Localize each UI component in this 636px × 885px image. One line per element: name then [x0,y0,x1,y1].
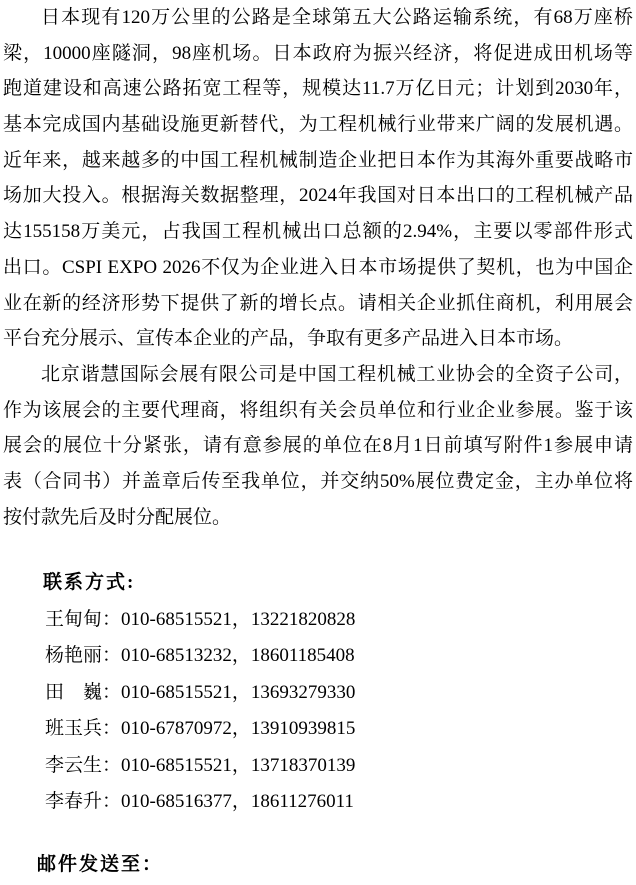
contact-section-heading: 联系方式: [43,572,136,594]
paragraph-line: 按付款先后及时分配展位。 [3,506,232,528]
paragraph-line: 作为该展会的主要代理商，将组织有关会员单位和行业企业参展。鉴于该 [3,399,633,421]
contact-phone-numbers: 010-68515521，13221820828 [121,608,356,630]
paragraph-line: 场加大投入。根据海关数据整理，2024年我国对日本出口的工程机械产品 [3,185,633,207]
paragraph-line: 达155158万美元，占我国工程机械出口总额的2.94%，主要以零部件形式 [3,221,633,243]
contact-row [3,602,633,639]
body-paragraphs [3,0,633,535]
contact-phone-numbers: 010-67870972，13910939815 [121,718,356,740]
contact-row [3,638,633,675]
contact-row [3,675,633,712]
contact-name: 田 巍： [45,681,122,703]
contact-name: 李云生： [45,754,122,776]
contact-phone-numbers: 010-68515521，13718370139 [121,754,356,776]
paragraph-line: 日本现有120万公里的公路是全球第五大公路运输系统，有68万座桥 [41,7,633,28]
mail-section-heading: 邮件发送至： [37,853,164,875]
contact-row [3,784,633,821]
paragraph-line: 平台充分展示、宣传本企业的产品，争取有更多产品进入日本市场。 [3,328,574,350]
contact-phone-numbers: 010-68515521，13693279330 [121,681,356,703]
paragraph-line: 近年来，越来越多的中国工程机械制造企业把日本作为其海外重要战略市 [3,149,633,171]
contact-phone-numbers: 010-68516377，18611276011 [121,791,354,813]
paragraph-line: 出口。CSPI EXPO 2026不仅为企业进入日本市场提供了契机，也为中国企 [3,256,633,278]
contact-row [3,748,633,785]
body-paragraph [3,0,633,357]
contact-name: 李春升： [45,791,122,813]
contact-list [3,602,633,821]
body-paragraph [3,357,633,535]
paragraph-line: 基本完成国内基础设施更新替代，为工程机械行业带来广阔的发展机遇。 [3,114,633,136]
paragraph-line: 业在新的经济形势下提供了新的增长点。请相关企业抓住商机，利用展会 [3,292,633,314]
contact-name: 班玉兵： [45,718,122,740]
paragraph-line: 跑道建设和高速公路拓宽工程等，规模达11.7万亿日元；计划到2030年， [3,78,633,100]
paragraph-line: 展会的展位十分紧张，请有意参展的单位在8月1日前填写附件1参展申请 [3,435,633,457]
paragraph-line: 北京谐慧国际会展有限公司是中国工程机械工业协会的全资子公司， [41,363,633,385]
contact-row [3,711,633,748]
contact-phone-numbers: 010-68513232，18601185408 [121,645,355,667]
contact-name: 王甸甸： [45,608,122,630]
paragraph-line: 梁，10000座隧洞，98座机场。日本政府为振兴经济，将促进成田机场等 [3,42,633,64]
paragraph-line: 表（合同书）并盖章后传至我单位，并交纳50%展位费定金，主办单位将 [3,470,633,492]
contact-name: 杨艳丽： [45,645,122,667]
